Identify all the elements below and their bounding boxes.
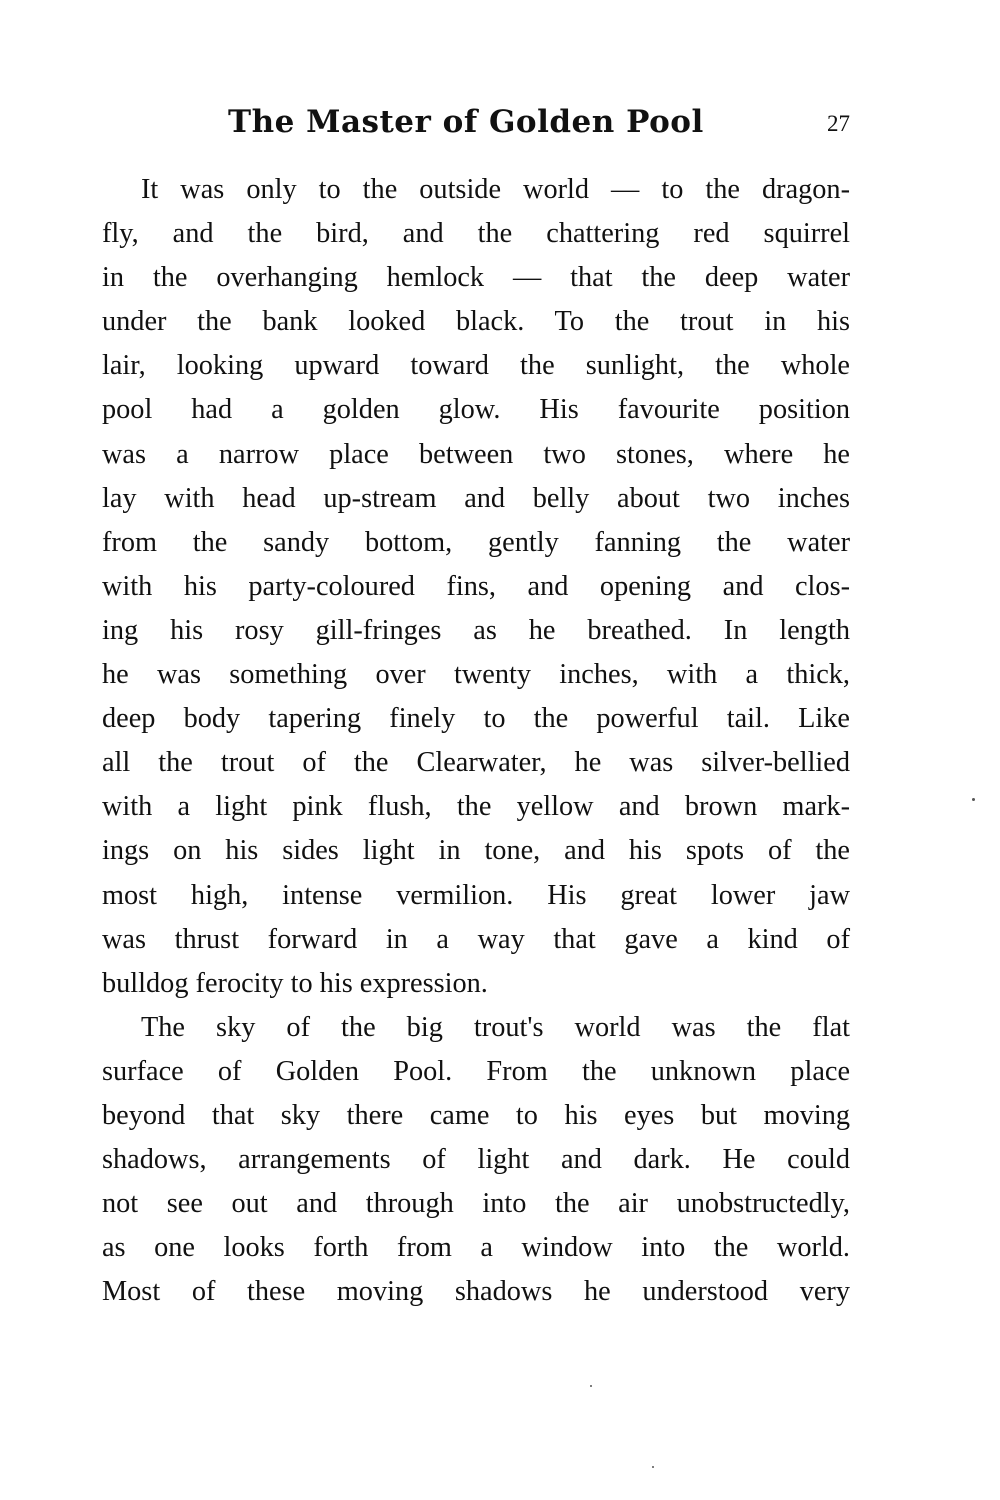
text-line: pool had a golden glow. His favourite position — [102, 394, 850, 426]
text-line: fly, and the bird, and the chattering red squirrel — [102, 218, 850, 250]
text-line: ing his rosy gill-fringes as he breathed. In length — [102, 614, 850, 646]
text-line: The sky of the big trout's world was the flat — [141, 1011, 850, 1043]
scan-speck — [652, 1466, 654, 1468]
running-head — [100, 100, 850, 150]
text-line: It was only to the outside world — to the dragon- — [141, 174, 850, 205]
scan-speck — [590, 1385, 592, 1387]
paragraph — [102, 1006, 850, 1315]
text-line: with a light pink flush, the yellow and brown mark- — [102, 791, 850, 823]
body-text — [102, 168, 850, 1314]
text-line: under the bank looked black. To the trout in his — [102, 306, 850, 338]
text-line: surface of Golden Pool. From the unknown place — [102, 1055, 850, 1087]
scan-speck — [972, 798, 975, 801]
text-line: beyond that sky there came to his eyes but moving — [102, 1099, 850, 1131]
text-line: Most of these moving shadows he understood very — [102, 1276, 850, 1308]
text-line: bulldog ferocity to his expression. — [102, 967, 488, 999]
text-line: with his party-coloured fins, and opening and clos- — [102, 570, 850, 602]
text-line: was thrust forward in a way that gave a kind of — [102, 923, 850, 955]
text-line: all the trout of the Clearwater, he was silver-bellied — [102, 747, 850, 779]
text-line: shadows, arrangements of light and dark. He could — [102, 1144, 850, 1176]
running-title: The Master of Golden Pool — [228, 104, 704, 140]
paragraph — [102, 168, 850, 1006]
text-line: lair, looking upward toward the sunlight, the whole — [102, 350, 850, 382]
text-line: lay with head up-stream and belly about two inches — [102, 482, 850, 514]
text-line: as one looks forth from a window into the world. — [102, 1232, 850, 1264]
text-line: in the overhanging hemlock — that the deep water — [102, 262, 850, 294]
text-line: deep body tapering finely to the powerful tail. Like — [102, 703, 850, 735]
text-line: most high, intense vermilion. His great lower jaw — [102, 879, 850, 911]
text-line: not see out and through into the air unobstructedly, — [102, 1188, 850, 1220]
page-number: 27 — [827, 111, 850, 136]
text-line: he was something over twenty inches, with a thick, — [102, 659, 850, 691]
text-line: ings on his sides light in tone, and his spots of the — [102, 835, 850, 867]
text-line: was a narrow place between two stones, where he — [102, 438, 850, 470]
text-line: from the sandy bottom, gently fanning the water — [102, 526, 850, 558]
